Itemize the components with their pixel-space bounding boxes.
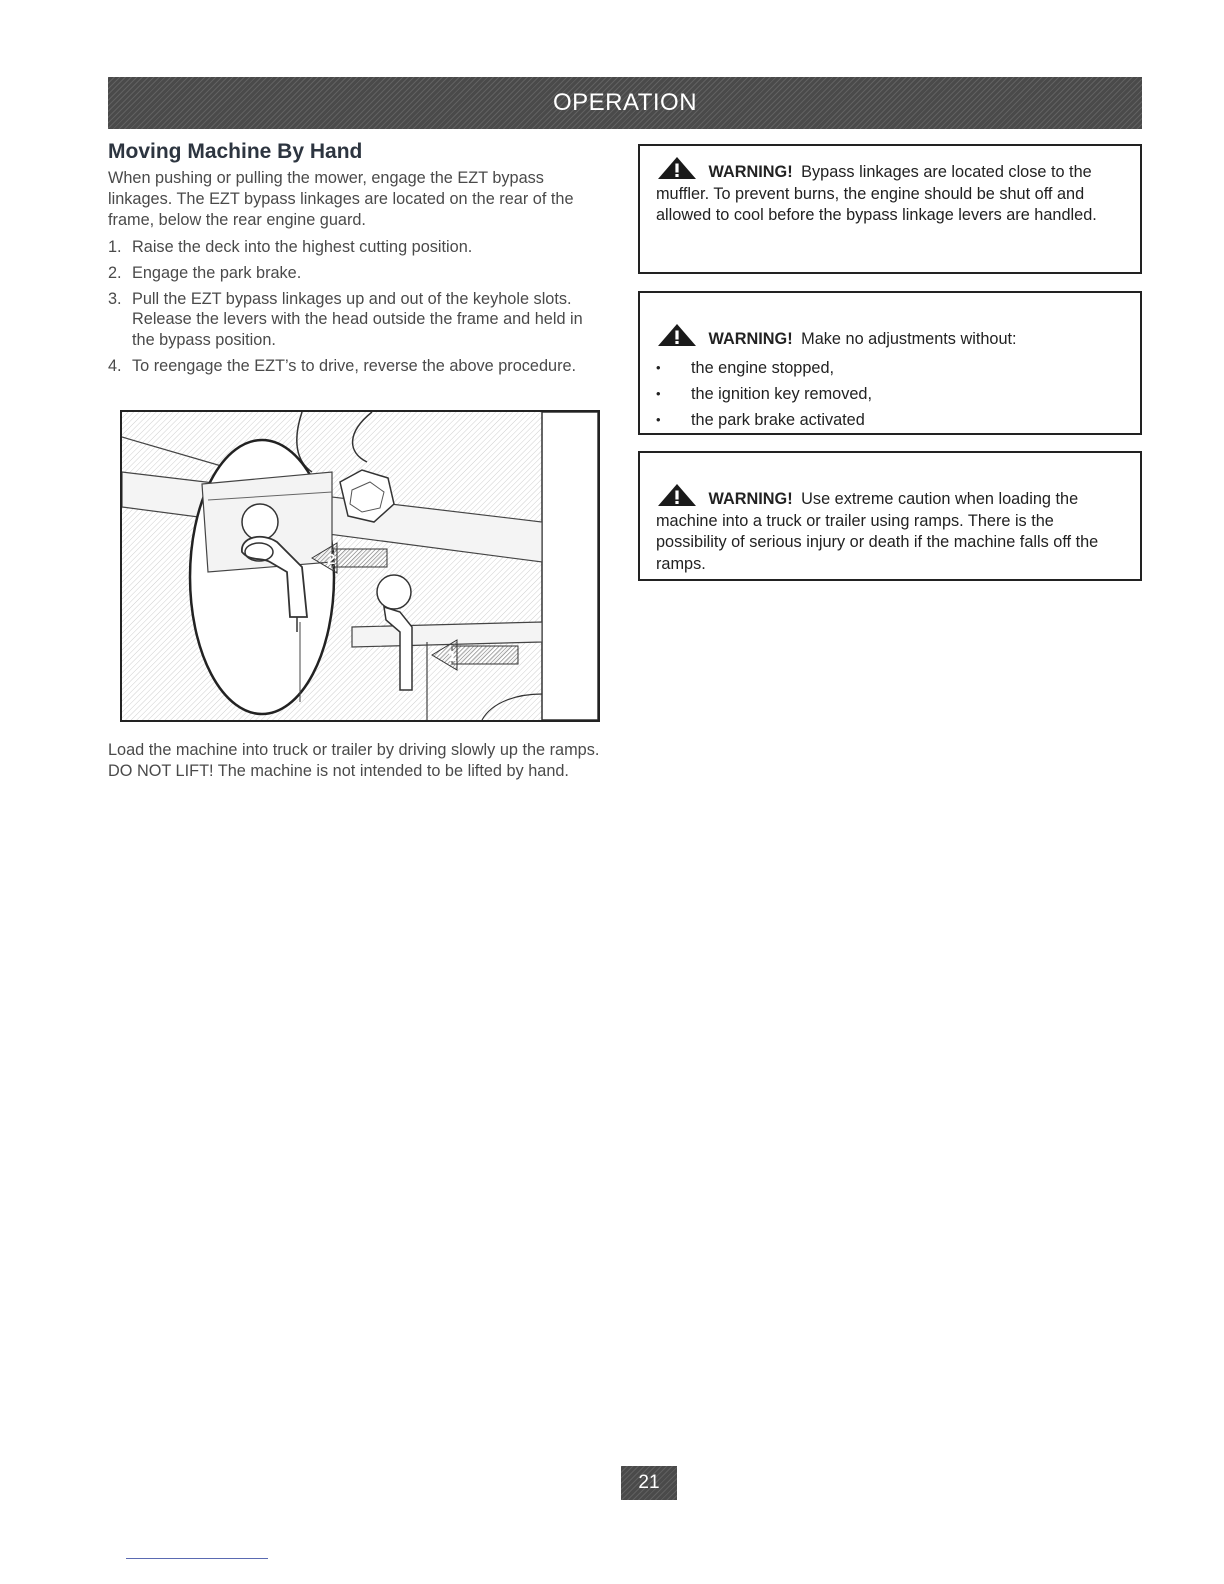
- step-item: 4. To reengage the EZT’s to drive, reverse the above procedure.: [108, 356, 577, 375]
- warning-label: WARNING!: [708, 163, 793, 181]
- bypass-linkage-illustration: [120, 410, 600, 722]
- warning-bullet-item: • the ignition key removed,: [656, 381, 1126, 407]
- warning-text: Make no adjustments without:: [801, 330, 1017, 348]
- step-item: 2. Engage the park brake.: [108, 263, 302, 282]
- warning-bullet-item: • the park brake activated: [656, 407, 1126, 433]
- warning-box-burns: [638, 144, 1142, 274]
- intro-paragraph: When pushing or pulling the mower, engage the EZT bypass linkages. The EZT bypass linkages are located on the rear of the frame, below the rear engine guard.: [108, 169, 574, 229]
- warning-box-loading: [638, 451, 1142, 581]
- step-item: 3. Pull the EZT bypass linkages up and out of the keyhole slots. Release the levers with the head outside the frame and held in the bypass position.: [108, 289, 583, 350]
- warning-bullet-list: [656, 355, 1126, 433]
- arrow-1-label: 1: [448, 648, 457, 665]
- warning-text: Use extreme caution when loading the machine into a truck or trailer using ramps. There is the possibility of serious injury or death if the machine falls off the ramps.: [656, 490, 1099, 573]
- warning-label: WARNING!: [708, 490, 793, 508]
- bypass-linkage-drawing: [122, 412, 598, 720]
- warning-bullet-item: • the engine stopped,: [656, 355, 1126, 381]
- step-item: 1. Raise the deck into the highest cutting position.: [108, 238, 473, 256]
- warning-triangle-icon: [656, 483, 698, 507]
- arrow-2-label: 2: [327, 551, 336, 568]
- page-number: 21: [621, 1466, 677, 1500]
- section-header-bar: [108, 77, 1142, 129]
- warning-triangle-icon: [656, 156, 698, 180]
- warning-label: WARNING!: [708, 330, 793, 348]
- warning-triangle-icon: [656, 323, 698, 347]
- steps-list: [108, 237, 608, 382]
- closing-paragraph: Load the machine into truck or trailer by driving slowly up the ramps. DO NOT LIFT! The machine is not intended to be lifted by hand.: [108, 741, 600, 780]
- warning-text: Bypass linkages are located close to the muffler. To prevent burns, the engine should be shut off and allowed to cool before the bypass linkage levers are handled.: [656, 163, 1097, 224]
- footer-rule: [126, 1558, 268, 1559]
- section-header-title: OPERATION: [552, 89, 698, 116]
- section-title: Moving Machine By Hand: [108, 140, 363, 163]
- warning-box-adjustments: [638, 291, 1142, 435]
